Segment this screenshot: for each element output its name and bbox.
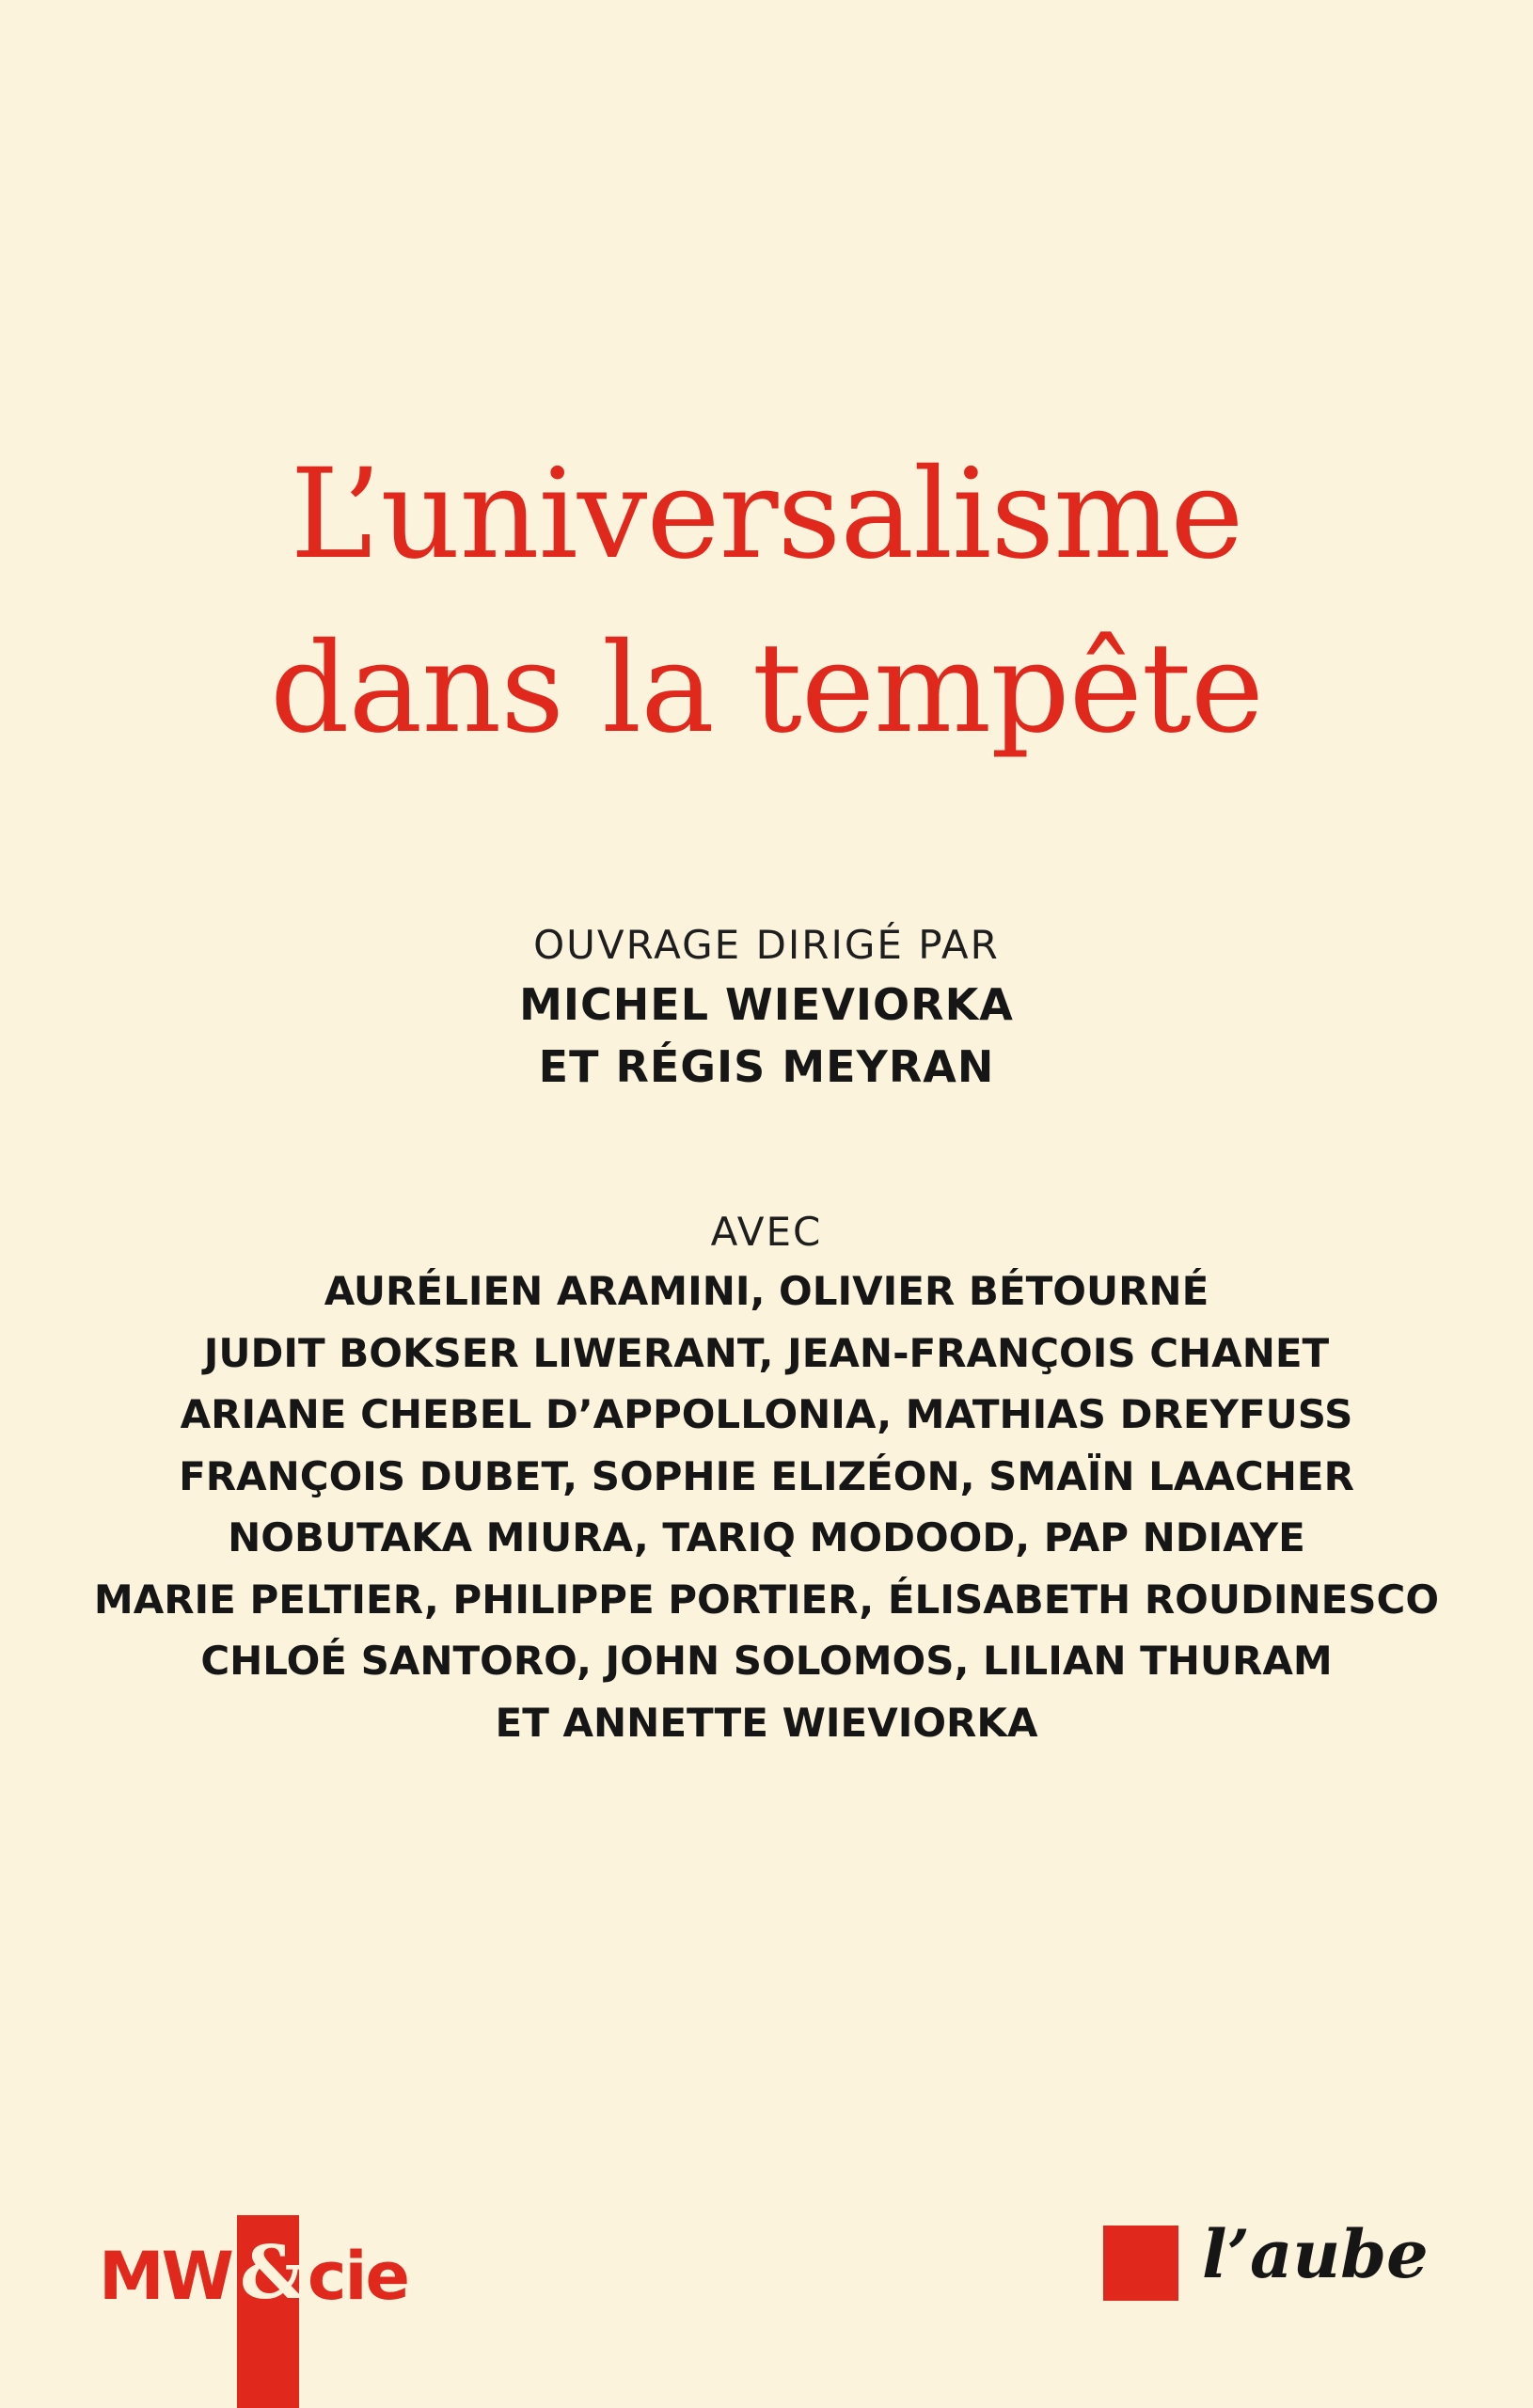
contributors-line: JUDIT BOKSER LIWERANT, JEAN-FRANÇOIS CHANET	[203, 1329, 1330, 1376]
series-logo-cie: cie	[308, 2238, 408, 2315]
editor-name-2: ET RÉGIS MEYRAN	[538, 1041, 995, 1092]
book-title	[0, 428, 1533, 776]
contributors-line: AURÉLIEN ARAMINI, OLIVIER BÉTOURNÉ	[324, 1268, 1209, 1314]
publisher-logo-square	[1103, 2226, 1178, 2301]
contributors-line: FRANÇOIS DUBET, SOPHIE ELIZÉON, SMAÏN LAACHER	[179, 1452, 1354, 1499]
publisher-logo	[1103, 2215, 1442, 2298]
contributors-line: CHLOÉ SANTORO, JOHN SOLOMOS, LILIAN THURAM	[200, 1638, 1333, 1684]
series-logo	[99, 2215, 437, 2408]
directed-by-label: OUVRAGE DIRIGÉ PAR	[533, 922, 1000, 968]
directed-by-block	[0, 917, 1533, 1098]
series-logo-mw: MW	[99, 2238, 231, 2315]
contributors-line: NOBUTAKA MIURA, TARIQ MODOOD, PAP NDIAYE	[228, 1514, 1305, 1560]
contributors-line: MARIE PELTIER, PHILIPPE PORTIER, ÉLISABETH ROUDINESCO	[93, 1576, 1440, 1623]
editor-name-1: MICHEL WIEVIORKA	[519, 979, 1014, 1030]
publisher-logo-name: l’aube	[1202, 2215, 1429, 2293]
contributors-line: ET ANNETTE WIEVIORKA	[495, 1699, 1038, 1746]
title-line-1: L’universalisme	[290, 442, 1243, 587]
contributors-block	[0, 1204, 1533, 1753]
series-logo-ampersand: &	[240, 2230, 307, 2316]
contributors-label: AVEC	[710, 1209, 823, 1255]
title-line-2: dans la tempête	[270, 616, 1263, 761]
contributors-line: ARIANE CHEBEL D’APPOLLONIA, MATHIAS DREYFUSS	[180, 1391, 1353, 1437]
